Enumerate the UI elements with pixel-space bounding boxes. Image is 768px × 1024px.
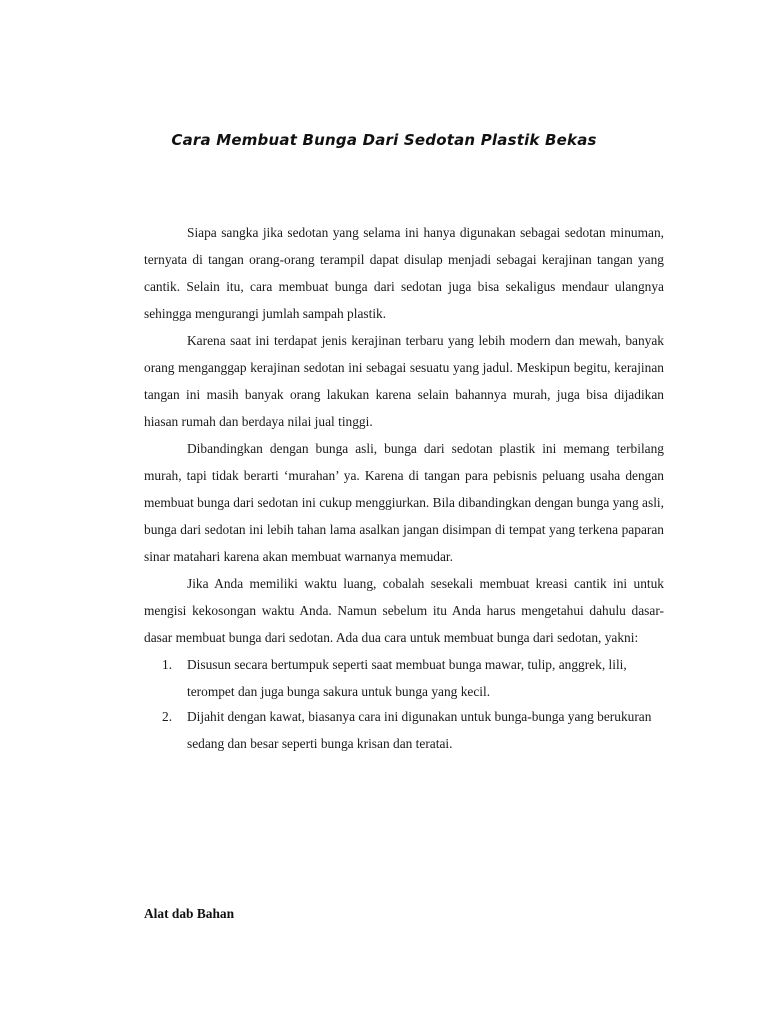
paragraph-1: Siapa sangka jika sedotan yang selama ini hanya digunakan sebagai sedotan minuman, ternyata di tangan orang-orang terampil dapat disulap menjadi sebagai kerajinan tangan yang cantik. Selain itu, cara membuat bunga dari sedotan juga bisa sekaligus mendaur ulangnya sehingga mengurangi jumlah sampah plastik. <box>144 225 664 321</box>
paragraph-3: Dibandingkan dengan bunga asli, bunga dari sedotan plastik ini memang terbilang murah, tapi tidak berarti ‘murahan’ ya. Karena di tangan para pebisnis peluang usaha dengan membuat bunga dari sedotan ini cukup menggiurkan. Bila dibandingkan dengan bunga yang asli, bunga dari sedotan ini lebih tahan lama asalkan jangan disimpan di tempat yang terkena paparan sinar matahari karena akan membuat warnanya memudar. <box>144 441 664 564</box>
document-body <box>144 219 664 757</box>
list-item <box>144 703 664 757</box>
numbered-list <box>144 651 664 757</box>
paragraph-4: Jika Anda memiliki waktu luang, cobalah sesekali membuat kreasi cantik ini untuk mengisi kekosongan waktu Anda. Namun sebelum itu Anda harus mengetahui dahulu dasar-dasar membuat bunga dari sedotan. Ada dua cara untuk membuat bunga dari sedotan, yakni: <box>144 576 664 645</box>
list-item-number: 2. <box>162 709 173 724</box>
document-title: Cara Membuat Bunga Dari Sedotan Plastik Bekas <box>171 131 597 149</box>
list-item-text: Dijahit dengan kawat, biasanya cara ini digunakan untuk bunga-bunga yang berukuran sedang dan besar seperti bunga krisan dan teratai. <box>187 709 652 751</box>
list-item-number: 1. <box>162 657 173 672</box>
paragraph-2: Karena saat ini terdapat jenis kerajinan terbaru yang lebih modern dan mewah, banyak orang menganggap kerajinan sedotan ini sebagai sesuatu yang jadul. Meskipun begitu, kerajinan tangan ini masih banyak orang lakukan karena selain bahannya murah, juga bisa dijadikan hiasan rumah dan berdaya nilai jual tinggi. <box>144 333 664 429</box>
list-item <box>144 651 664 705</box>
list-item-text: Disusun secara bertumpuk seperti saat membuat bunga mawar, tulip, anggrek, lili, terompet dan juga bunga sakura untuk bunga yang kecil. <box>187 657 627 699</box>
section-heading: Alat dab Bahan <box>144 906 235 921</box>
